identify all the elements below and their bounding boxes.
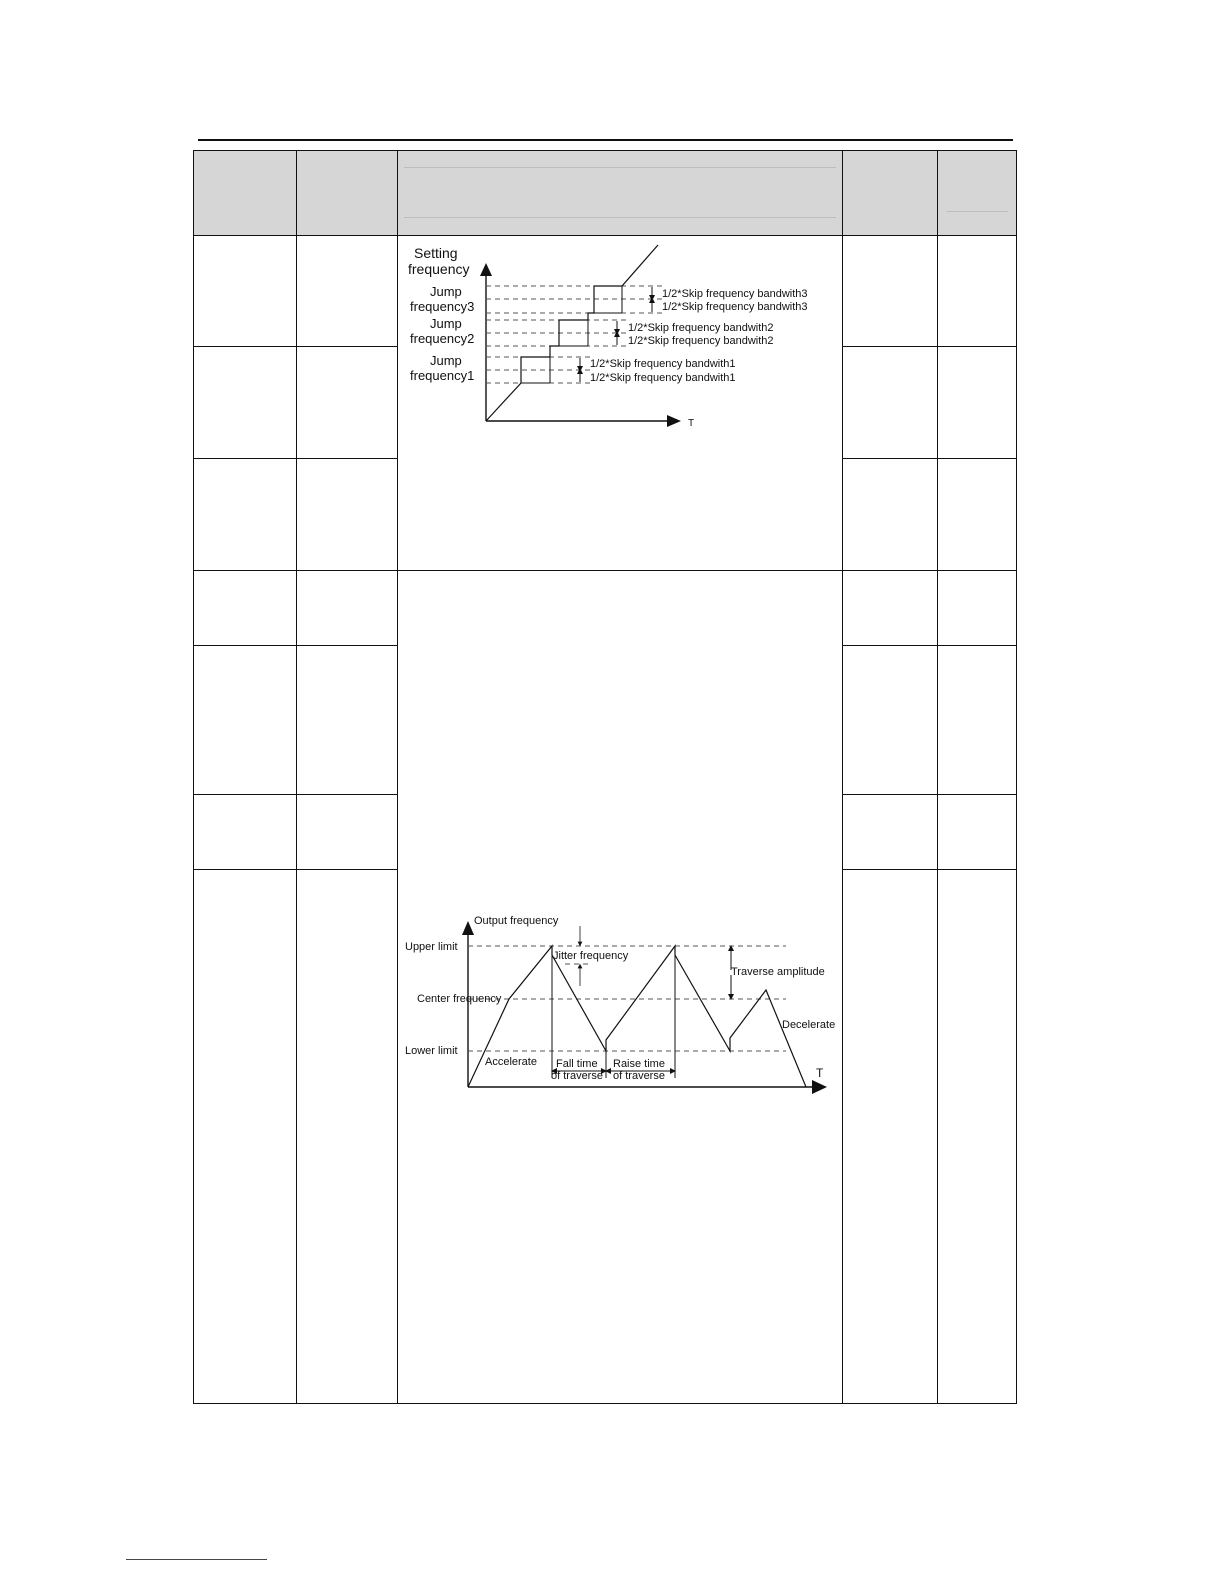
traverse-x-label: T <box>816 1066 824 1080</box>
fall-time-label-2: of traverse <box>551 1070 603 1082</box>
band2-upper-label: 1/2*Skip frequency bandwith2 <box>628 322 774 334</box>
band3-upper-label: 1/2*Skip frequency bandwith3 <box>662 288 808 300</box>
traverse-y-arrow-icon <box>462 921 474 935</box>
fall-time-label-1: Fall time <box>556 1058 598 1070</box>
upper-limit-label: Upper limit <box>405 941 458 953</box>
traverse-y-label: Output frequency <box>474 915 559 927</box>
jump1-label-2: frequency1 <box>410 368 475 383</box>
lower-limit-label: Lower limit <box>405 1045 458 1057</box>
traverse-x-arrow-icon <box>812 1080 827 1094</box>
traverse-amplitude-label: Traverse amplitude <box>731 966 825 978</box>
accelerate-label: Accelerate <box>485 1056 537 1068</box>
raise-time-label-2: of traverse <box>613 1070 665 1082</box>
band1-lower-label: 1/2*Skip frequency bandwith1 <box>590 372 736 384</box>
jump2-label-1: Jump <box>430 316 462 331</box>
center-frequency-label: Center frequency <box>417 993 502 1005</box>
band1-upper-label: 1/2*Skip frequency bandwith1 <box>590 358 736 370</box>
band3-lower-label: 1/2*Skip frequency bandwith3 <box>662 301 808 313</box>
decelerate-label: Decelerate <box>782 1019 836 1031</box>
skip-x-label: T <box>688 418 695 429</box>
jump2-label-2: frequency2 <box>410 331 475 346</box>
raise-time-label-1: Raise time <box>613 1058 665 1070</box>
jump3-label-2: frequency3 <box>410 299 475 314</box>
footer-link-underline <box>126 1559 267 1560</box>
jump3-label-1: Jump <box>430 284 462 299</box>
skip-y-label-1: Setting <box>414 245 458 261</box>
jump1-label-1: Jump <box>430 353 462 368</box>
band2-lower-label: 1/2*Skip frequency bandwith2 <box>628 335 774 347</box>
jitter-frequency-label: Jitter frequency <box>553 950 629 962</box>
skip-y-label-2: frequency <box>408 261 470 277</box>
